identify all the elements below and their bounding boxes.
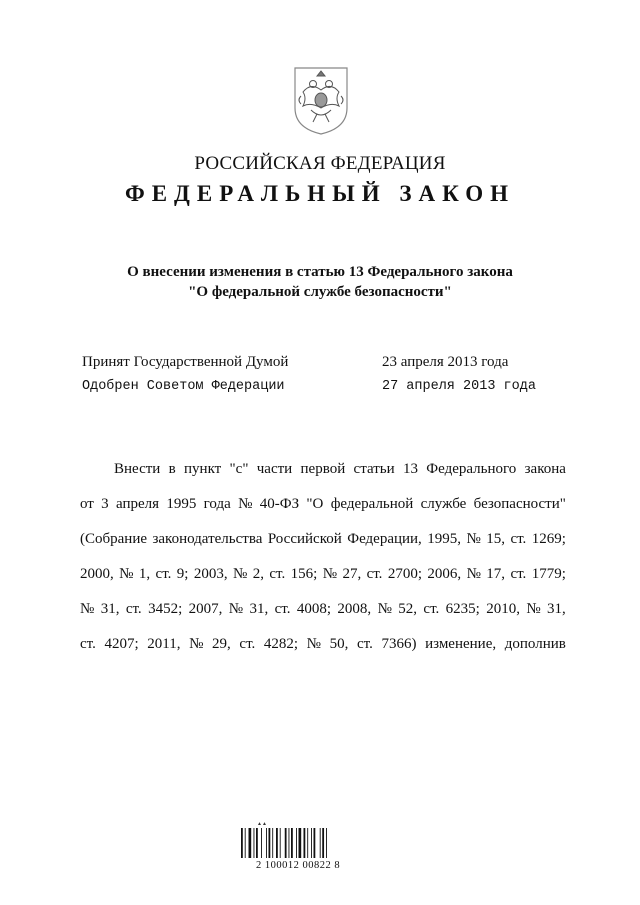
adoption-row-federation-council — [82, 379, 552, 399]
adoption-label: Одобрен Советом Федерации — [82, 379, 285, 394]
body-text-line: (Собрание законодательства Российской Федерации, 1995, № 15, ст. 1269; — [80, 531, 566, 547]
adoption-date: 23 апреля 2013 года — [382, 354, 509, 370]
body-text-line: от 3 апреля 1995 года № 40-ФЗ "О федеральной службе безопасности" — [80, 496, 566, 512]
adoption-date: 27 апреля 2013 года — [382, 379, 536, 394]
body-text-line: 2000, № 1, ст. 9; 2003, № 2, ст. 156; № 27, ст. 2700; 2006, № 17, ст. 1779; — [80, 566, 566, 582]
coat-of-arms-icon — [289, 64, 353, 136]
law-title-line-1: О внесении изменения в статью 13 Федерального закона — [127, 264, 513, 280]
document-type-heading: ФЕДЕРАЛЬНЫЙ ЗАКОН — [124, 181, 516, 206]
adoption-label: Принят Государственной Думой — [82, 354, 289, 370]
country-heading: РОССИЙСКАЯ ФЕДЕРАЦИЯ — [194, 153, 446, 174]
barcode-number: 2 100012 00822 8 — [255, 860, 341, 871]
body-text-line: Внести в пункт "с" части первой статьи 13 Федерального закона — [114, 461, 566, 477]
body-text-line: № 31, ст. 3452; 2007, № 31, ст. 4008; 2008, № 52, ст. 6235; 2010, № 31, — [80, 601, 566, 617]
body-text-line: ст. 4207; 2011, № 29, ст. 4282; № 50, ст. 7366) изменение, дополнив — [80, 636, 566, 652]
law-title-line-2: "О федеральной службе безопасности" — [188, 284, 452, 300]
svg-text:▲▲: ▲▲ — [257, 821, 267, 827]
adoption-row-duma — [82, 354, 552, 374]
